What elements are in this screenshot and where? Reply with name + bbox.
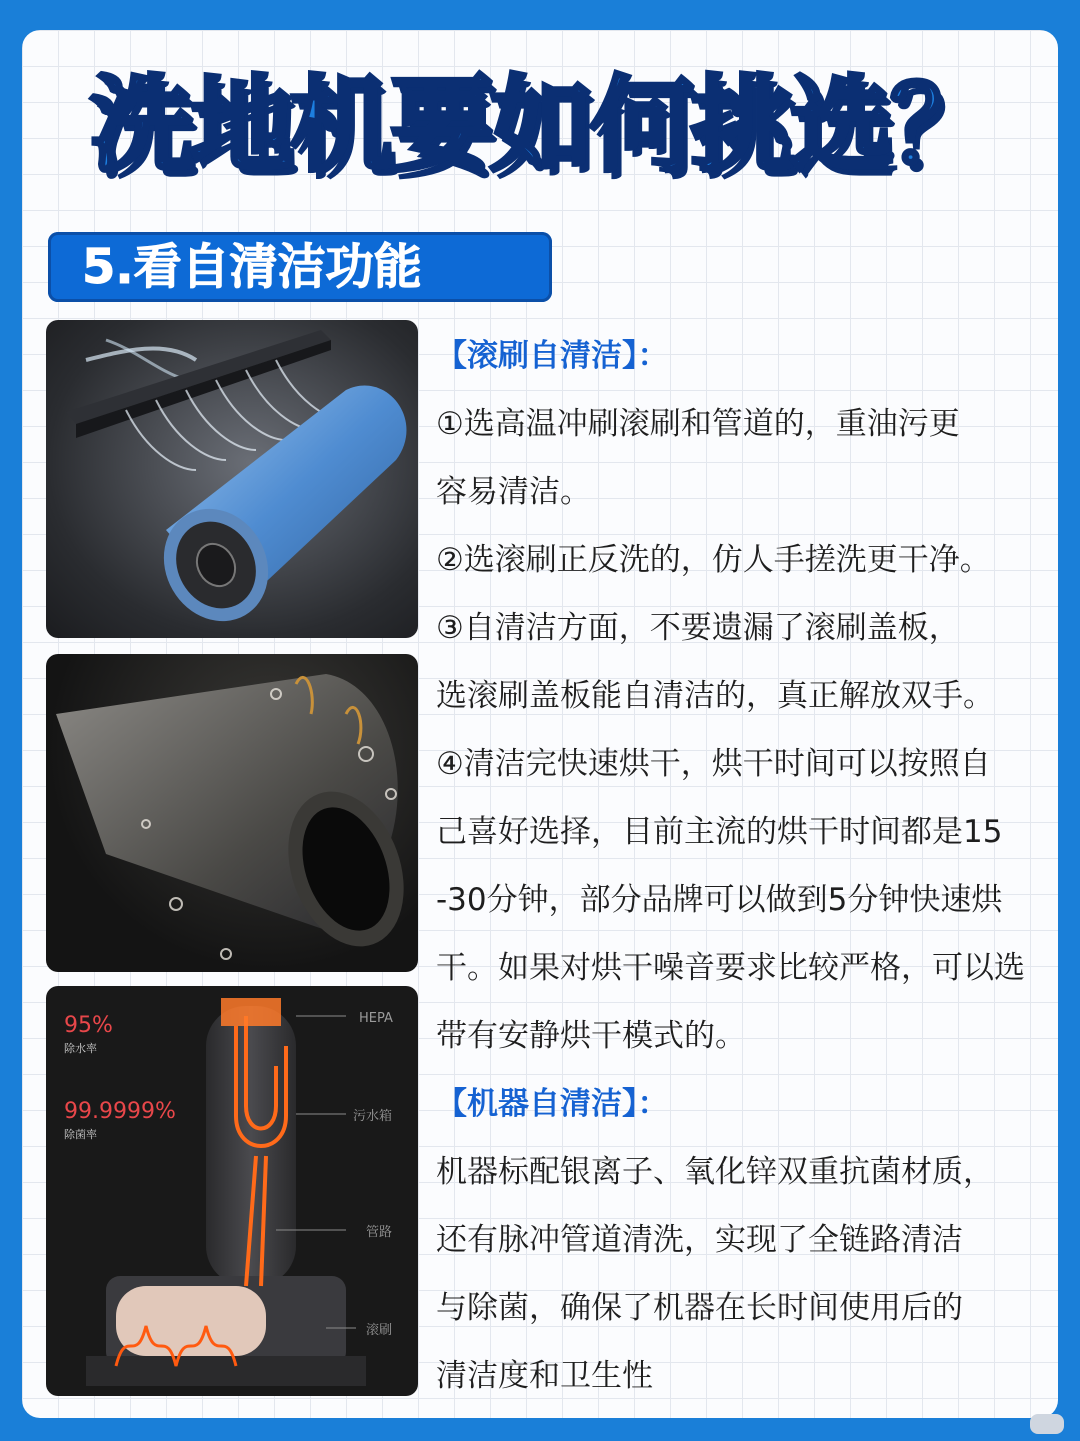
- text-line: 干。如果对烘干噪音要求比较严格，可以选: [436, 950, 1025, 986]
- stat2-value: 99.9999%: [64, 1099, 176, 1124]
- text-line: 还有脉冲管道清洗，实现了全链路清洁: [436, 1222, 963, 1258]
- article-text: [436, 322, 1050, 1410]
- text-line: ④清洁完快速烘干，烘干时间可以按照自: [436, 746, 991, 782]
- text-line: -30分钟，部分品牌可以做到5分钟快速烘: [436, 882, 1003, 918]
- text-line: 与除菌，确保了机器在长时间使用后的: [436, 1290, 963, 1326]
- stat1-label: 除水率: [64, 1042, 97, 1055]
- roller-rinse-image: [46, 320, 418, 638]
- text-line: ①选高温冲刷滚刷和管道的，重油污更: [436, 406, 960, 442]
- callout-hepa: HEPA: [359, 1011, 393, 1026]
- text-line: 带有安静烘干模式的。: [436, 1018, 746, 1054]
- text-line: 清洁度和卫生性: [436, 1358, 653, 1394]
- section-badge: [48, 232, 552, 302]
- stat2-label: 除菌率: [64, 1128, 97, 1141]
- text-line: 机器标配银离子、氧化锌双重抗菌材质，: [436, 1154, 994, 1190]
- text-line: 容易清洁。: [436, 474, 591, 510]
- watermark-logo: [1030, 1414, 1064, 1434]
- section-title: 5.看自清洁功能: [82, 239, 422, 295]
- page-title: 洗地机要如何挑选？: [89, 64, 990, 186]
- text-line: ③自清洁方面，不要遗漏了滚刷盖板，: [436, 610, 960, 646]
- text-line: ②选滚刷正反洗的，仿人手搓洗更干净。: [436, 542, 991, 578]
- heading-roller-self-clean: 【滚刷自清洁】：: [436, 338, 669, 374]
- callout-roller: 滚刷: [366, 1323, 393, 1338]
- text-line: 己喜好选择，目前主流的烘干时间都是15: [436, 814, 1003, 850]
- roller-dry-image: [46, 654, 418, 972]
- stat1-value: 95%: [64, 1013, 113, 1038]
- drying-diagram-image: [46, 986, 418, 1396]
- callout-pipe: 管路: [366, 1225, 393, 1240]
- heading-machine-self-clean: 【机器自清洁】：: [436, 1086, 669, 1122]
- callout-dirty-tank: 污水箱: [353, 1109, 393, 1124]
- text-line: 选滚刷盖板能自清洁的，真正解放双手。: [436, 678, 994, 714]
